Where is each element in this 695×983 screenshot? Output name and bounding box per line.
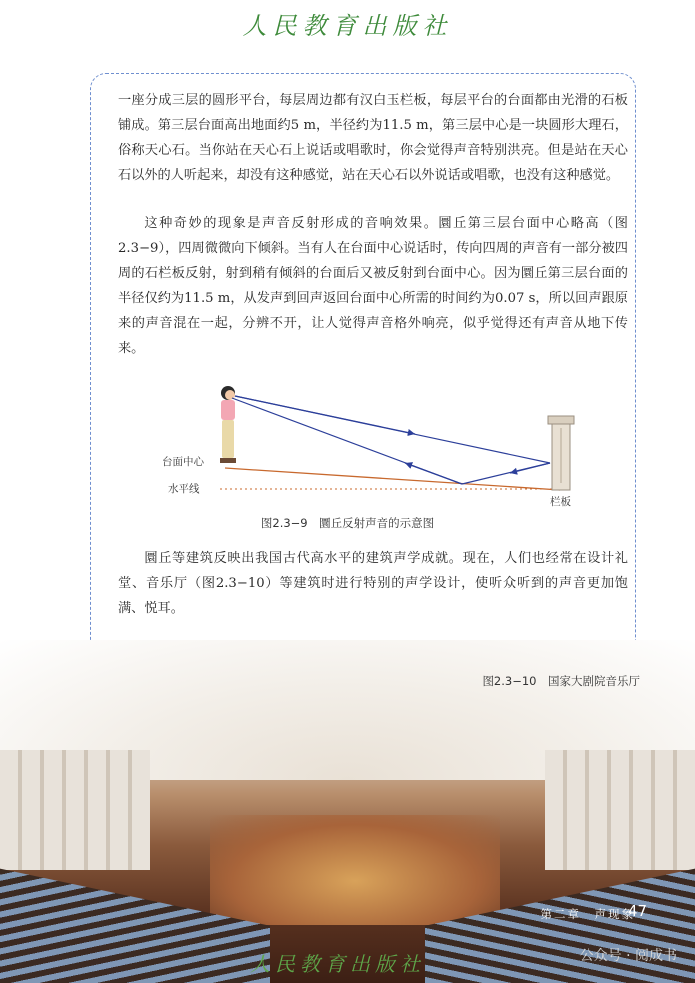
publisher-logo: 人民教育出版社 (242, 12, 453, 40)
paragraph-3 (118, 546, 628, 621)
concert-hall-photo (0, 640, 695, 983)
label-horizontal-line: 水平线 (168, 483, 200, 495)
watermark: 公众号 · 阅成书 (579, 948, 677, 964)
paragraph-2-text: 这种奇妙的现象是声音反射形成的音响效果。圜丘第三层台面中心略高（图2.3−9），四周微微向下倾斜。当有人在台面中心说话时，传向四周的声音有一部分被四周的石栏板反射，射到稍有倾斜的台面后又被反射到台面中心。因为圜丘第三层台面的半径仅约为11.5 m，从发声到回声返回台面中心所需的时间约为0.07 s，所以回声跟原来的声音混在一起，分辨不开，让人觉得声音格外响亮，似乎觉得还有声音从地下传来。 (118, 216, 628, 356)
paragraph-3-text: 圜丘等建筑反映出我国古代高水平的建筑声学成就。现在，人们也经常在设计礼堂、音乐厅（图2.3−10）等建筑时进行特别的声学设计，使听众听到的声音更加饱满、悦耳。 (118, 551, 628, 616)
railing-stone (548, 416, 574, 490)
paragraph-2 (118, 211, 628, 361)
paragraph-1-text: 一座分成三层的圆形平台，每层周边都有汉白玉栏板，每层平台的台面都由光滑的石板铺成。第三层台面高出地面约5 m，半径约为11.5 m，第三层中心是一块圆形大理石，俗称天心石。当你站在天心石上说话或唱歌时，你会觉得声音特别洪亮。但是站在天心石以外的人听起来，却没有这种感觉，站在天心石以外说话或唱歌，也没有这种感觉。 (118, 93, 628, 183)
figure-2-caption: 图2.3−10 国家大剧院音乐厅 (482, 674, 640, 688)
page-number: 47 (627, 902, 647, 920)
echo-diagram (150, 378, 590, 513)
paragraph-1 (118, 88, 628, 188)
figure-1-caption: 图2.3−9 圜丘反射声音的示意图 (260, 516, 435, 530)
hall-stage (210, 815, 500, 925)
hall-wall-right (545, 750, 695, 870)
person-figure (220, 386, 236, 463)
label-platform-center: 台面中心 (162, 456, 204, 468)
label-railing: 栏板 (550, 496, 571, 508)
hall-wall-left (0, 750, 150, 870)
chapter-title: 第二章 声现象 (540, 907, 635, 921)
publisher-logo-footer: 人民教育出版社 (250, 952, 425, 976)
platform-surface-line (225, 468, 560, 490)
